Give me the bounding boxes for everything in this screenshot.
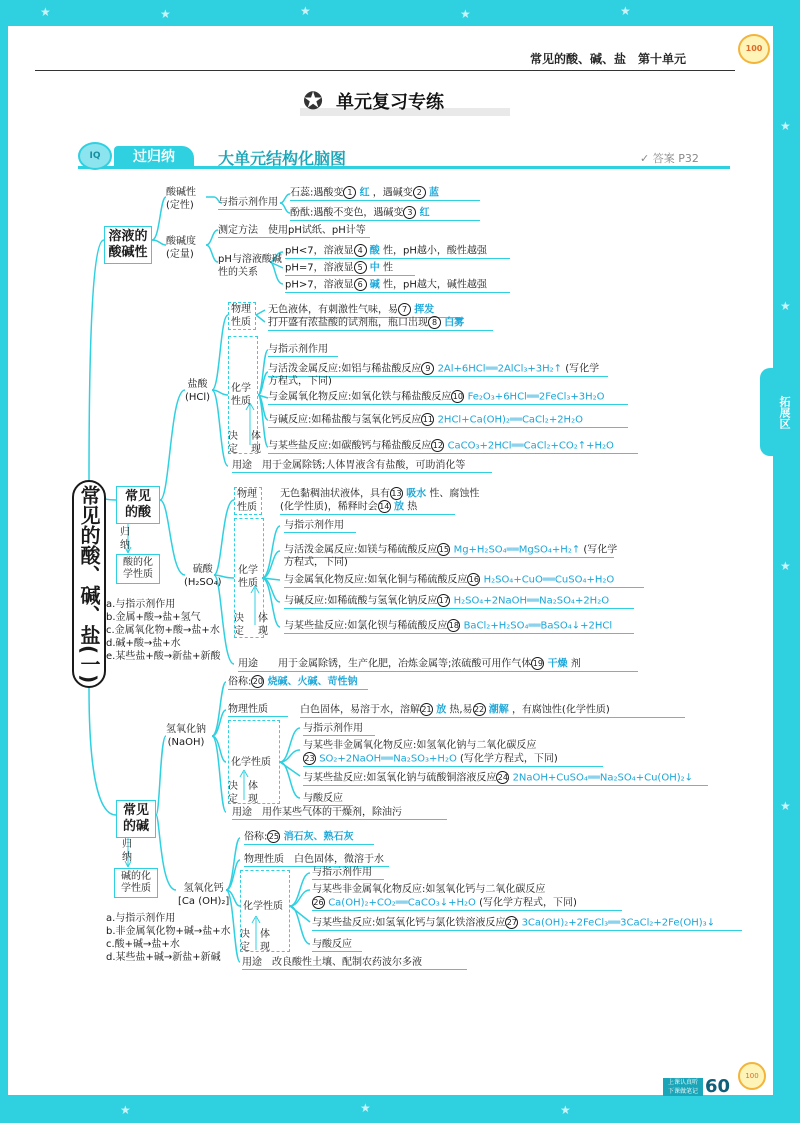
topic-solution-acidity-label: 溶液的酸碱性: [108, 229, 148, 260]
blank-15: 15: [438, 545, 449, 554]
answer-27: 3Ca(OH)₂+2FeCl₃══3CaCl₂+2Fe(OH)₃↓: [521, 917, 716, 929]
caoh2-phys: [244, 853, 389, 867]
h2so4-reaction-base-text: 与碱反应:如稀硫酸与氢氧化钠反应: [284, 595, 438, 607]
topic-common-acids-label: 常见的酸: [124, 489, 151, 520]
hcl-reaction-metal-note-2: 方程式，下同): [268, 376, 332, 387]
naoh-reaction-oxide: 与某些非金属氧化物反应:如氢氧化钠与二氧化碳反应: [303, 740, 537, 751]
hcl-phys-line-2: [268, 316, 493, 331]
mind-map-root: 常见的酸、碱、盐(一): [72, 480, 106, 688]
answer-2: 蓝: [428, 187, 439, 199]
naoh-alias-label: 俗称:: [228, 676, 252, 688]
naoh-reaction-salt-text: 与某些盐反应:如氢氧化钠与硫酸铜溶液反应: [303, 772, 497, 784]
blank-14: 14: [379, 502, 390, 511]
h2so4-phys-text-2b: 热: [407, 501, 418, 513]
h2so4-phys-label: 物理 性质: [237, 489, 257, 513]
hcl-reaction-base: [268, 413, 628, 428]
star-icon: ★: [780, 119, 791, 133]
caoh2-node: 氢氧化钙 [Ca (OH)₂]: [178, 883, 230, 907]
topic-common-bases: [116, 800, 156, 838]
hcl-reaction-indicator: 与指示剂作用: [268, 343, 338, 357]
answer-12: CaCO₃+2HCl══CaCl₂+CO₂↑+H₂O: [447, 440, 614, 452]
answer-4: 酸: [369, 245, 380, 257]
caoh2-phys-text: 白色固体，微溶于水: [294, 854, 384, 865]
ph-acid-text-b: 性，pH越小，酸性越强: [382, 245, 487, 257]
h2so4-phys-line-1: [280, 487, 479, 501]
blank-8: 8: [428, 316, 441, 329]
measurement-method: 测定方法 使用pH试纸、pH计等: [218, 224, 370, 238]
caoh2-alias: [244, 830, 374, 845]
star-icon: ★: [300, 4, 311, 18]
answer-8: 白雾: [444, 317, 465, 329]
acid-summary-4: d.碱+酸→盐+水: [106, 638, 181, 649]
naoh-phys-text-b: 热,易: [449, 704, 473, 716]
h2so4-use: [238, 657, 638, 672]
star-icon: ★: [780, 299, 791, 313]
answer-13: 吸水: [406, 488, 427, 500]
topic-common-acids: [116, 486, 160, 524]
phenol-text: 酚酞:遇酸不变色，遇碱变: [290, 207, 404, 219]
blank-16: 16: [468, 575, 479, 584]
caoh2-reflect-label: 体 现: [260, 929, 270, 953]
caoh2-reaction-oxide: 与某些非金属氧化物反应:如氢氧化钙与二氧化碳反应: [312, 884, 546, 895]
naoh-reaction-oxide-note: (写化学方程式，下同): [460, 753, 558, 765]
star-icon: ★: [460, 7, 471, 21]
h2so4-node: 硫酸 (H₂SO₄): [184, 564, 222, 588]
answer-11: 2HCl+Ca(OH)₂══CaCl₂+2H₂O: [437, 414, 583, 426]
ph-neutral-line: [285, 261, 415, 276]
answer-16: H₂SO₄+CuO══CuSO₄+H₂O: [483, 574, 615, 586]
basicity-quantitative-label: 酸碱度 (定量): [166, 236, 196, 260]
caoh2-reaction-acid: 与酸反应: [312, 938, 362, 952]
blank-7: 7: [398, 303, 411, 316]
naoh-alias: [228, 675, 368, 690]
h2so4-use-label: 用途: [238, 658, 258, 670]
footer-slogan: 上课认真听 下课做笔记: [663, 1078, 703, 1096]
acid-summary-2: b.金属+酸→盐+氢气: [106, 612, 201, 623]
answer-25: 消石灰、熟石灰: [283, 831, 354, 843]
ph-base-line: [285, 278, 510, 293]
acid-chem-property-box: [116, 554, 160, 584]
blank-6: 6: [354, 278, 367, 291]
naoh-reaction-oxide-eq: [303, 752, 603, 767]
h2so4-reaction-indicator: 与指示剂作用: [284, 519, 356, 533]
naoh-reflect-label: 体 现: [248, 781, 258, 805]
litmus-line: [290, 186, 480, 201]
h2so4-phys-line-2: [280, 500, 455, 515]
caoh2-reaction-salt-text: 与某些盐反应:如氢氧化钙与氯化铁溶液反应: [312, 917, 506, 929]
star-icon: ★: [620, 4, 631, 18]
blank-21: 21: [421, 705, 432, 714]
blank-9: 9: [421, 362, 434, 375]
answer-3: 红: [419, 207, 430, 219]
caoh2-reaction-salt: [312, 916, 742, 931]
answer-26: Ca(OH)₂+CO₂══CaCO₃↓+H₂O: [328, 897, 476, 909]
hcl-phys-text-2: 打开盛有浓盐酸的试剂瓶，瓶口出现: [268, 317, 428, 329]
ph-neutral-text-a: pH=7，溶液显: [285, 262, 354, 274]
hcl-chem-label: 化学 性质: [231, 383, 251, 407]
naoh-use-text: 用作某些气体的干燥剂，除油污: [262, 807, 402, 818]
ph-acid-text-a: pH<7，溶液显: [285, 245, 354, 257]
answer-20: 烧碱、火碱、苛性钠: [267, 676, 358, 688]
answer-5: 中: [369, 262, 380, 274]
naoh-use-label: 用途: [232, 807, 252, 818]
ph-base-text-a: pH>7，溶液显: [285, 279, 354, 291]
caoh2-reaction-oxide-note: (写化学方程式，下同): [479, 897, 577, 909]
h2so4-decide-label: 决 定: [234, 613, 244, 637]
hcl-reaction-metal-note: (写化学: [565, 363, 600, 375]
answer-15: Mg+H₂SO₄══MgSO₄+H₂↑: [453, 544, 581, 556]
hcl-phys-text-1: 无色液体，有刺激性气味，易: [268, 304, 398, 316]
side-tab-label: 拓展区: [778, 395, 791, 429]
h2so4-phys-text-1: 无色黏稠油状液体，具有: [280, 488, 390, 500]
answer-7: 挥发: [414, 304, 435, 316]
naoh-phys-text-c: ，有腐蚀性(化学性质): [511, 704, 610, 716]
litmus-text-b: ，遇碱变: [372, 187, 413, 199]
ph-relation-label: pH与溶液酸碱 性的关系: [218, 254, 282, 278]
blank-27: 27: [506, 918, 517, 927]
blank-25: 25: [268, 832, 279, 841]
hcl-reaction-base-text: 与碱反应:如稀盐酸与氢氧化钙反应: [268, 414, 422, 426]
caoh2-phys-label: 物理性质: [244, 854, 284, 865]
hcl-node: 盐酸 (HCl): [185, 379, 211, 403]
indicator-action-label: 与指示剂作用: [218, 196, 282, 210]
h2so4-reaction-oxide-text: 与金属氧化物反应:如氧化铜与稀硫酸反应: [284, 574, 468, 586]
blank-2: 2: [413, 186, 426, 199]
h2so4-reflect-label: 体 现: [258, 613, 268, 637]
acid-summarize-label: 归 纳: [120, 527, 130, 551]
blank-20: 20: [252, 677, 263, 686]
blank-13: 13: [391, 489, 402, 498]
h2so4-reaction-base: [284, 594, 634, 609]
answer-21: 放: [436, 704, 447, 716]
star-icon: ★: [780, 799, 791, 813]
blank-1: 1: [343, 186, 356, 199]
naoh-phys-label: 物理性质: [228, 703, 288, 717]
base-chem-property-box: [114, 868, 158, 898]
caoh2-use-label: 用途: [242, 957, 262, 968]
answer-24: 2NaOH+CuSO₄══Na₂SO₄+Cu(OH)₂↓: [512, 772, 694, 784]
caoh2-use-text: 改良酸性土壤、配制农药波尔多液: [272, 957, 422, 968]
blank-22: 22: [473, 705, 485, 714]
hcl-reaction-oxide: [268, 390, 628, 405]
answer-14: 放: [394, 501, 404, 513]
answer-reference-text: 答案 P32: [652, 152, 699, 165]
hcl-decide-label: 决 定: [228, 431, 238, 455]
hcl-reaction-salt: [268, 439, 638, 454]
acid-chem-property-label: 酸的化 学性质: [123, 557, 153, 580]
h2so4-use-text: 用于金属除锈，生产化肥，冶炼金属等;浓硫酸可用作气体: [278, 658, 532, 670]
answer-23: SO₂+2NaOH══Na₂SO₃+H₂O: [319, 753, 457, 765]
ph-base-text-b: 性，pH越大，碱性越强: [382, 279, 487, 291]
ph-acid-line: [285, 244, 510, 259]
h2so4-phys-text-1b: 性、腐蚀性: [429, 488, 480, 500]
star-icon: ★: [120, 1103, 131, 1117]
star-icon: ★: [40, 5, 51, 19]
caoh2-reaction-oxide-eq: [312, 896, 622, 911]
acid-summary-3: c.金属氧化物+酸→盐+水: [106, 625, 220, 636]
caoh2-decide-label: 决 定: [240, 929, 250, 953]
page-number: 60: [705, 1076, 731, 1097]
acidity-qualitative-label: 酸碱性 (定性): [166, 187, 196, 211]
h2so4-chem-label: 化学 性质: [238, 565, 258, 589]
answer-6: 碱: [369, 279, 380, 291]
naoh-reaction-salt: [303, 771, 708, 786]
h2so4-reaction-metal-note-2: 方程式，下同): [284, 557, 348, 568]
answer-1: 红: [359, 187, 370, 199]
mascot-100-icon: 100: [738, 1062, 766, 1090]
base-summary-2: b.非金属氧化物+碱→盐+水: [106, 926, 231, 937]
hcl-reaction-salt-text: 与某些盐反应:如碳酸钙与稀盐酸反应: [268, 440, 432, 452]
hcl-phys-label: 物理 性质: [231, 304, 251, 328]
page-title: 单元复习专练: [336, 92, 444, 113]
blank-26: 26: [313, 898, 324, 907]
hcl-reaction-metal-text: 与活泼金属反应:如铝与稀盐酸反应: [268, 363, 422, 375]
h2so4-reaction-salt: [284, 619, 634, 634]
caoh2-alias-label: 俗称:: [244, 831, 268, 843]
answer-18: BaCl₂+H₂SO₄══BaSO₄↓+2HCl: [463, 620, 613, 632]
blank-11: 11: [422, 415, 433, 424]
litmus-text-a: 石蕊:遇酸变: [290, 187, 344, 199]
blank-4: 4: [354, 244, 367, 257]
chapter-header: 常见的酸、碱、盐 第十单元: [530, 52, 687, 66]
hcl-reflect-label: 体 现: [251, 431, 261, 455]
ph-neutral-text-b: 性: [382, 262, 393, 274]
answer-10: Fe₂O₃+6HCl══2FeCl₃+3H₂O: [467, 391, 605, 403]
naoh-chem-label: 化学性质: [231, 757, 271, 768]
blank-23: 23: [304, 754, 315, 763]
blank-3: 3: [403, 206, 416, 219]
h2so4-phys-text-2: (化学性质)，稀释时会: [280, 501, 378, 513]
answer-reference: ✓ 答案 P32: [640, 152, 699, 165]
section-tag: 过归纳: [114, 146, 194, 168]
star-icon: ★: [560, 1103, 571, 1117]
naoh-reaction-acid: 与酸反应: [303, 792, 353, 806]
base-chem-property-label: 碱的化 学性质: [121, 871, 151, 894]
phenolphthalein-line: [290, 206, 480, 221]
badge-100-icon: 100: [738, 34, 770, 64]
naoh-decide-label: 决 定: [228, 781, 238, 805]
h2so4-use-suffix: 剂: [570, 658, 581, 670]
mascot-icon: IQ: [78, 142, 112, 170]
answer-22: 潮解: [488, 704, 509, 716]
blank-5: 5: [354, 261, 367, 274]
caoh2-reaction-indicator: 与指示剂作用: [312, 866, 384, 880]
h2so4-reaction-oxide: [284, 573, 644, 588]
h2so4-reaction-salt-text: 与某些盐反应:如氯化钡与稀硫酸反应: [284, 620, 448, 632]
base-summary-1: a.与指示剂作用: [106, 913, 176, 924]
naoh-reaction-indicator: 与指示剂作用: [303, 722, 375, 736]
acid-summary-5: e.某些盐+酸→新盐+新酸: [106, 651, 221, 662]
blank-19: 19: [532, 659, 543, 668]
naoh-use: [232, 806, 447, 820]
section-subtitle: 大单元结构化脑图: [218, 149, 347, 168]
star-100-icon: ✪: [302, 87, 324, 115]
caoh2-use: [242, 956, 467, 970]
hcl-use-text: 用于金属除锈;人体胃液含有盐酸，可助消化等: [262, 460, 466, 471]
caoh2-chem-label: 化学性质: [243, 901, 283, 912]
topic-solution-acidity: [104, 226, 152, 264]
blank-12: 12: [432, 441, 443, 450]
blank-10: 10: [452, 392, 463, 401]
base-summarize-label: 归 纳: [122, 839, 132, 863]
hcl-use-label: 用途: [232, 460, 252, 471]
h2so4-reaction-metal-note: (写化学: [583, 544, 618, 556]
blank-24: 24: [497, 773, 508, 782]
naoh-phys-text-a: 白色固体，易溶于水，溶解: [300, 704, 420, 716]
naoh-node: 氢氧化钠 (NaOH): [166, 724, 206, 748]
star-icon: ★: [160, 7, 171, 21]
hcl-use: [232, 459, 492, 473]
star-icon: ★: [360, 1101, 371, 1115]
hcl-reaction-oxide-text: 与金属氧化物反应:如氧化铁与稀盐酸反应: [268, 391, 452, 403]
blank-18: 18: [448, 621, 459, 630]
answer-9: 2Al+6HCl══2AlCl₃+3H₂↑: [437, 363, 563, 375]
topic-common-bases-label: 常见的碱: [122, 803, 149, 834]
star-icon: ★: [780, 559, 791, 573]
answer-19: 干燥: [547, 658, 568, 670]
base-summary-4: d.某些盐+碱→新盐+新碱: [106, 952, 221, 963]
naoh-phys-line: [300, 703, 685, 718]
h2so4-reaction-metal-text: 与活泼金属反应:如镁与稀硫酸反应: [284, 544, 438, 556]
acid-summary-1: a.与指示剂作用: [106, 599, 176, 610]
base-summary-3: c.酸+碱→盐+水: [106, 939, 180, 950]
blank-17: 17: [438, 596, 449, 605]
answer-17: H₂SO₄+2NaOH══Na₂SO₄+2H₂O: [453, 595, 610, 607]
